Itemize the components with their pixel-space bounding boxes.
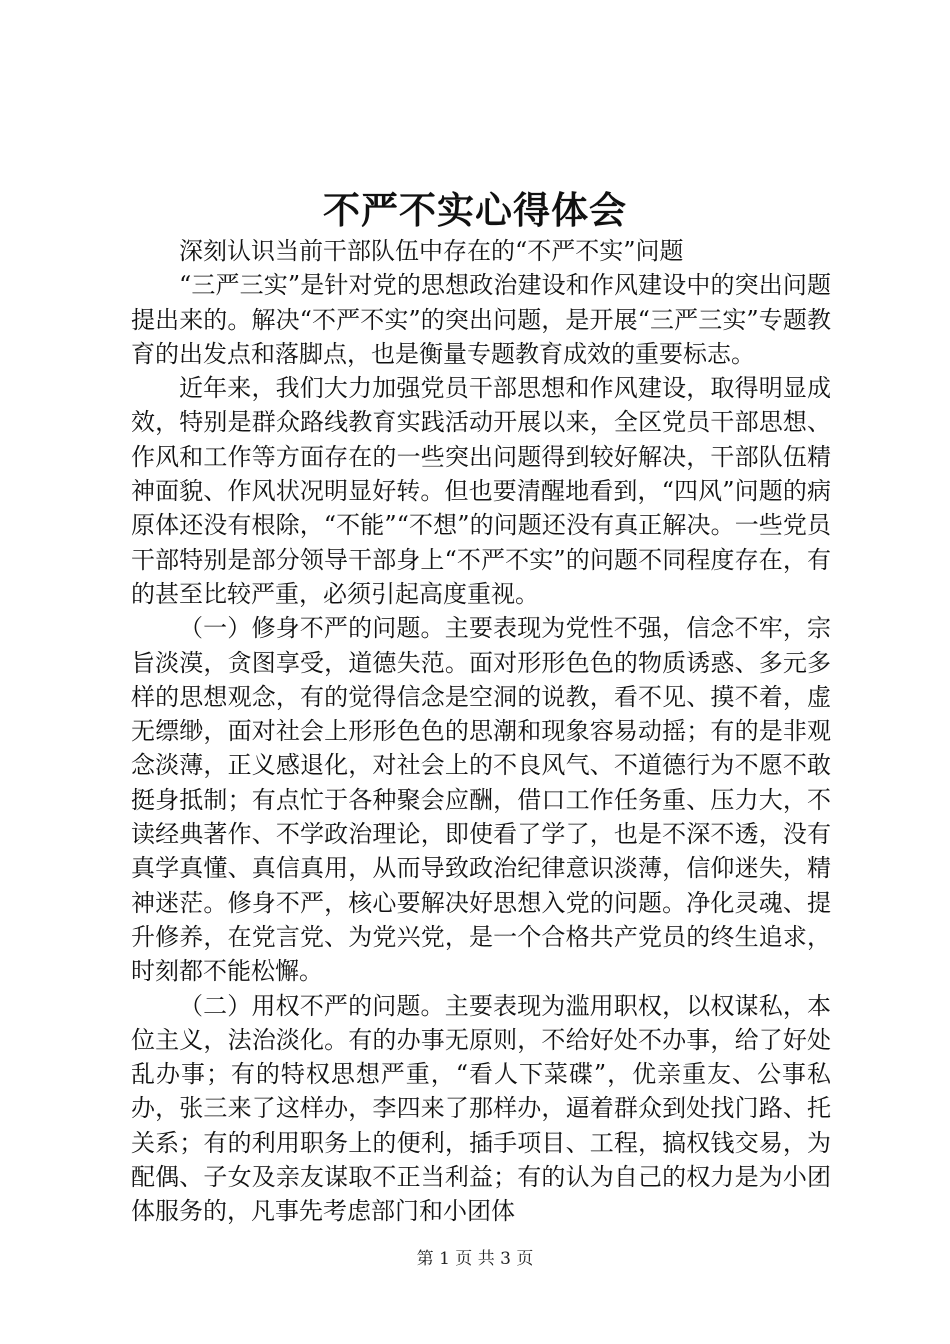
section-subheading: 深刻认识当前干部队伍中存在的“不严不实”问题 <box>179 237 684 265</box>
paragraph-intro: “三严三实”是针对党的思想政治建设和作风建设中的突出问题提出来的。解决“不严不实”的突出问题，是开展“三严三实”专题教育的出发点和落脚点，也是衡量专题教育成效的重要标志。 <box>131 271 831 368</box>
paragraph-power-use: （二）用权不严的问题。主要表现为滥用职权，以权谋私，本位主义，法治淡化。有的办事无原则，不给好处不办事，给了好处乱办事；有的特权思想严重，“看人下菜碟”，优亲重友、公事私办，张三来了这样办，李四来了那样办，逼着群众到处找门路、托关系；有的利用职务上的便利，插手项目、工程，搞权钱交易，为配偶、子女及亲友谋取不正当利益；有的认为自己的权力是为小团体服务的，凡事先考虑部门和小团体 <box>131 991 831 1226</box>
document-body <box>131 234 831 1229</box>
document-title: 不严不实心得体会 <box>323 188 627 232</box>
paragraph-self-cultivation: （一）修身不严的问题。主要表现为党性不强，信念不牢，宗旨淡漠，贪图享受，道德失范。面对形形色色的物质诱惑、多元多样的思想观念，有的觉得信念是空洞的说教，看不见、摸不着，虚无缥缈，面对社会上形形色色的思潮和现象容易动摇；有的是非观念淡薄，正义感退化，对社会上的不良风气、不道德行为不愿不敢挺身抵制；有点忙于各种聚会应酬，借口工作任务重、压力大，不读经典著作、不学政治理论，即使看了学了，也是不深不透，没有真学真懂、真信真用，从而导致政治纪律意识淡薄，信仰迷失，精神迷茫。修身不严，核心要解决好思想入党的问题。净化灵魂、提升修养，在党言党、为党兴党，是一个合格共产党员的终生追求，时刻都不能松懈。 <box>131 614 831 986</box>
page-number-footer: 第 1 页 共 3 页 <box>416 1249 534 1269</box>
paragraph-context: 近年来，我们大力加强党员干部思想和作风建设，取得明显成效，特别是群众路线教育实践活动开展以来，全区党员干部思想、作风和工作等方面存在的一些突出问题得到较好解决，干部队伍精神面貌、作风状况明显好转。但也要清醒地看到，“四风”问题的病原体还没有根除，“不能”“不想”的问题还没有真正解决。一些党员干部特别是部分领导干部身上“不严不实”的问题不同程度存在，有的甚至比较严重，必须引起高度重视。 <box>131 374 831 608</box>
